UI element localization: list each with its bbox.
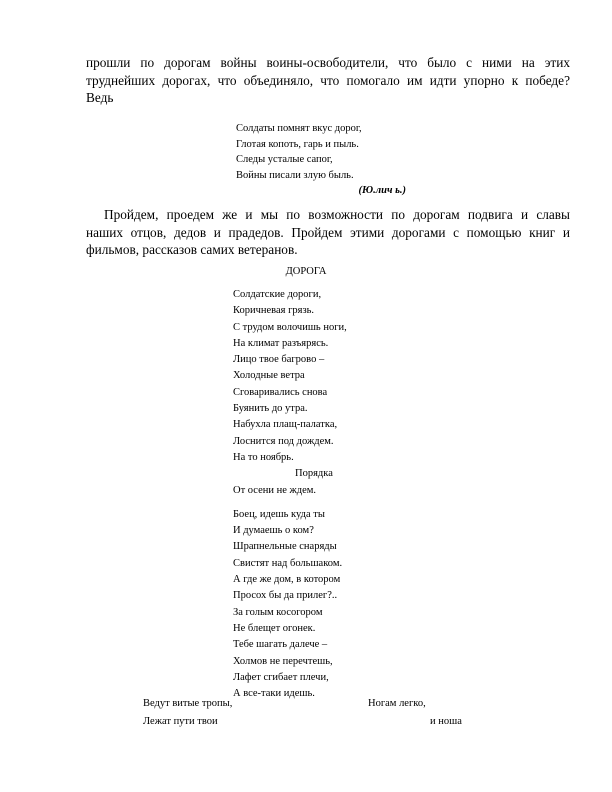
- epigraph: [236, 121, 406, 199]
- poem-line: Не блещет огонек.: [233, 622, 316, 634]
- poem-line: Набухла плащ-палатка,: [233, 419, 338, 431]
- second-paragraph-line-2: наших отцов, дедов и прадедов. Пройдем этими дорогами с помощью книг и: [86, 224, 570, 240]
- intro-line-1: прошли по дорогам войны воины-освободители, что было с ними на этих: [86, 55, 570, 70]
- epigraph-author: (Ю.лич ь.): [358, 185, 406, 196]
- bottom-right-line-1: Ногам легко,: [368, 698, 426, 709]
- poem-line: И думаешь о ком?: [233, 525, 314, 537]
- second-paragraph: [86, 206, 570, 259]
- epigraph-line: Солдаты помнят вкус дорог,: [236, 123, 362, 134]
- poem-line: Тебе шагать далече –: [233, 639, 328, 651]
- intro-paragraph: [86, 54, 570, 107]
- epigraph-line: Глотая копоть, гарь и пыль.: [236, 138, 359, 150]
- poem-line: От осени не ждем.: [233, 484, 317, 496]
- poem-line: Лицо твое багрово –: [233, 354, 325, 366]
- poem-line: Солдатские дороги,: [233, 289, 322, 300]
- poem-centered-word: Порядка: [295, 468, 333, 480]
- poem-line: На климат разъярясь.: [233, 337, 329, 349]
- poem-line: Боец, идешь куда ты: [233, 508, 325, 520]
- poem-line: Шрапнельные снаряды: [233, 541, 337, 553]
- poem-line: Холмов не перечтешь,: [233, 655, 333, 667]
- second-paragraph-line-1: Пройдем, проедем же и мы по возможности по дорогам подвига и славы: [104, 207, 570, 222]
- bottom-left-line-2: Лежат пути твои: [143, 716, 218, 727]
- poem-line: С трудом волочишь ноги,: [233, 321, 347, 333]
- poem-line: Коричневая грязь.: [233, 305, 315, 317]
- poem-line: За голым косогором: [233, 606, 323, 618]
- epigraph-line: Следы усталые сапог,: [236, 154, 333, 165]
- poem-line: А все-таки идешь.: [233, 688, 315, 700]
- poem-line: Холодные ветра: [233, 370, 305, 382]
- poem-line: На то ноябрь.: [233, 451, 294, 463]
- poem-line: Просох бы да прилег?..: [233, 590, 338, 602]
- poem-line: Буянить до утра.: [233, 403, 308, 415]
- poem-line: Свистят над большаком.: [233, 557, 343, 569]
- epigraph-line: Войны писали злую быль.: [236, 169, 354, 181]
- poem-title: ДОРОГА: [285, 266, 327, 277]
- poem-line: Лафет сгибает плечи,: [233, 671, 329, 683]
- poem-line: А где же дом, в котором: [233, 574, 341, 586]
- bottom-left-line-1: Ведут витые тропы,: [143, 698, 233, 709]
- bottom-right-line-2: и ноша: [430, 716, 462, 727]
- poem-line: Лоснится под дождем.: [233, 435, 334, 447]
- poem: [233, 287, 347, 702]
- second-paragraph-line-3: фильмов, рассказов самих ветеранов.: [86, 242, 298, 257]
- poem-line: Сговаривались снова: [233, 386, 328, 398]
- intro-line-3: Ведь: [86, 90, 114, 105]
- bottom-left-column: [143, 695, 232, 731]
- intro-line-2: труднейших дорогах, что объединяло, что помогало им идти упорно к победе?: [86, 72, 570, 88]
